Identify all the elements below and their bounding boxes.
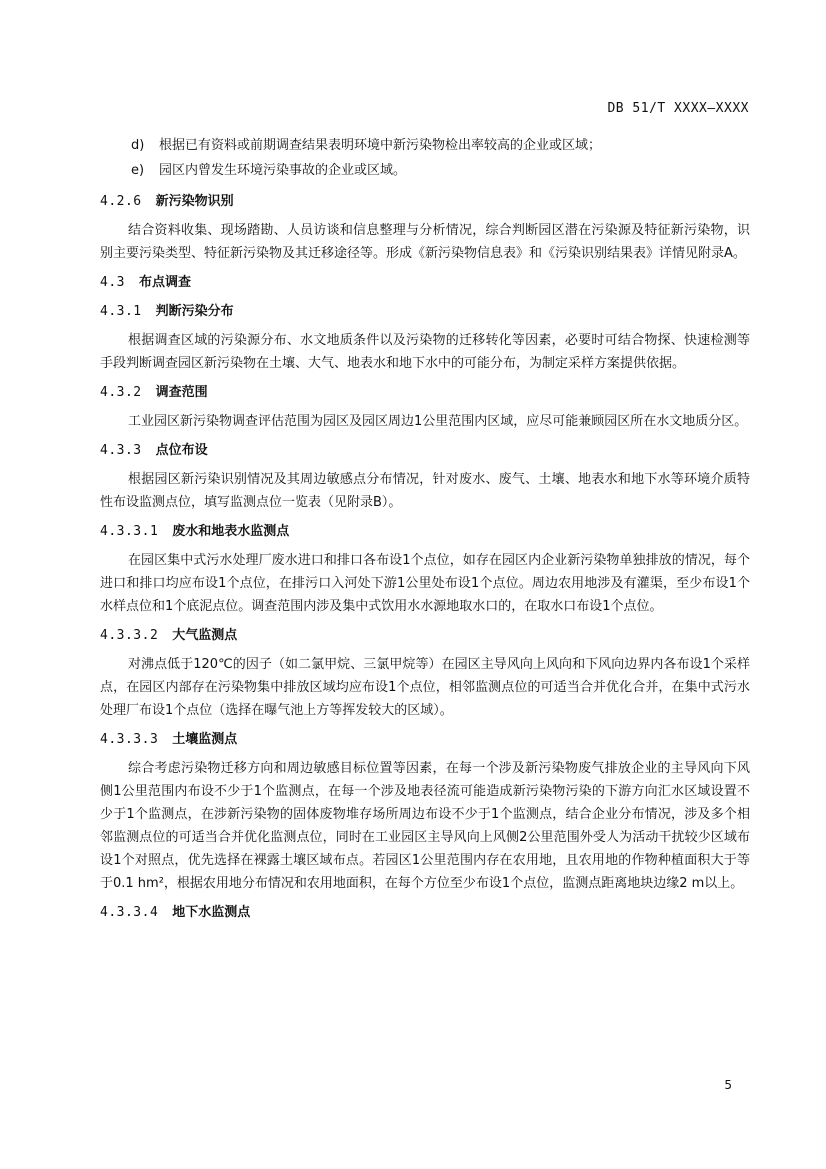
list-marker: e) xyxy=(131,163,145,178)
section-heading-4-3-3-4 xyxy=(100,901,750,924)
section-heading-4-2-6 xyxy=(100,190,750,213)
section-heading-4-3-2 xyxy=(100,381,750,404)
section-number: 4.3 xyxy=(100,275,125,290)
list-text: 园区内曾发生环境污染事故的企业或区域。 xyxy=(159,163,407,178)
section-title: 大气监测点 xyxy=(172,628,238,643)
section-title: 点位布设 xyxy=(155,443,208,458)
paragraph: 根据调查区域的污染源分布、水文地质条件以及污染物的迁移转化等因素，必要时可结合物探、快速检测等手段判断调查园区新污染物在土壤、大气、地表水和地下水中的可能分布，为制定采样方案提供依据。 xyxy=(100,333,750,371)
section-title: 土壤监测点 xyxy=(172,732,238,747)
paragraph: 在园区集中式污水处理厂废水进口和排口各布设1个点位，如存在园区内企业新污染物单独排放的情况，每个进口和排口均应布设1个点位，在排污口入河处下游1公里处布设1个点位。周边农用地涉及有灌渠，至少布设1个水样点位和1个底泥点位。调查范围内涉及集中式饮用水水源地取水口的，在取水口布设1个点位。 xyxy=(100,553,750,614)
list-item-e xyxy=(131,159,750,182)
document-code: DB 51/T XXXX—XXXX xyxy=(607,101,749,116)
section-number: 4.3.3.2 xyxy=(100,628,159,643)
list-item-d xyxy=(131,134,750,157)
section-number: 4.2.6 xyxy=(100,194,142,209)
section-heading-4-3-3-1 xyxy=(100,520,750,543)
section-heading-4-3-3 xyxy=(100,439,750,462)
section-heading-4-3-1 xyxy=(100,300,750,323)
section-title: 废水和地表水监测点 xyxy=(172,524,290,539)
section-title: 调查范围 xyxy=(155,385,208,400)
section-title: 地下水监测点 xyxy=(172,905,251,920)
section-number: 4.3.3.4 xyxy=(100,905,159,920)
paragraph: 综合考虑污染物迁移方向和周边敏感目标位置等因素，在每一个涉及新污染物废气排放企业的主导风向下风侧1公里范围内布设不少于1个监测点，在每一个涉及地表径流可能造成新污染物污染的下游方向汇水区域设置不少于1个监测点，在涉新污染物的固体废物堆存场所周边布设不少于1个监测点，结合企业分布情况，涉及多个相邻监测点位的可适当合并优化监测点位，同时在工业园区主导风向上风侧2公里范围外受人为活动干扰较少区域布设1个对照点，优先选择在裸露土壤区域布点。若园区1公里范围内存在农用地，且农用地的作物种植面积大于等于0.1 hm²，根据农用地分布情况和农用地面积，在每个方位至少布设1个点位，监测点距离地块边缘2 m以上。 xyxy=(100,761,750,891)
page-content xyxy=(100,134,750,930)
page-number: 5 xyxy=(724,1078,732,1092)
section-number: 4.3.3 xyxy=(100,443,142,458)
section-title: 新污染物识别 xyxy=(155,194,234,209)
paragraph: 根据园区新污染识别情况及其周边敏感点分布情况，针对废水、废气、土壤、地表水和地下水等环境介质特性布设监测点位，填写监测点位一览表（见附录B）。 xyxy=(100,472,750,510)
paragraph: 对沸点低于120℃的因子（如二氯甲烷、三氯甲烷等）在园区主导风向上风向和下风向边界内各布设1个采样点，在园区内部存在污染物集中排放区域均应布设1个点位，相邻监测点位的可适当合并优化合并，在集中式污水处理厂布设1个点位（选择在曝气池上方等挥发较大的区域）。 xyxy=(100,657,750,718)
list-text: 根据已有资料或前期调查结果表明环境中新污染物检出率较高的企业或区域； xyxy=(159,138,602,153)
section-heading-4-3-3-2 xyxy=(100,624,750,647)
paragraph: 结合资料收集、现场踏勘、人员访谈和信息整理与分析情况，综合判断园区潜在污染源及特征新污染物，识别主要污染类型、特征新污染物及其迁移途径等。形成《新污染物信息表》和《污染识别结果表》详情见附录A。 xyxy=(100,223,750,261)
section-number: 4.3.3.1 xyxy=(100,524,159,539)
section-title: 布点调查 xyxy=(138,275,191,290)
section-number: 4.3.3.3 xyxy=(100,732,159,747)
section-title: 判断污染分布 xyxy=(155,304,234,319)
section-heading-4-3-3-3 xyxy=(100,728,750,751)
section-number: 4.3.2 xyxy=(100,385,142,400)
paragraph: 工业园区新污染物调查评估范围为园区及园区周边1公里范围内区域，应尽可能兼顾园区所在水文地质分区。 xyxy=(128,414,748,429)
section-heading-4-3 xyxy=(100,271,750,294)
section-number: 4.3.1 xyxy=(100,304,142,319)
list-marker: d) xyxy=(131,138,145,153)
